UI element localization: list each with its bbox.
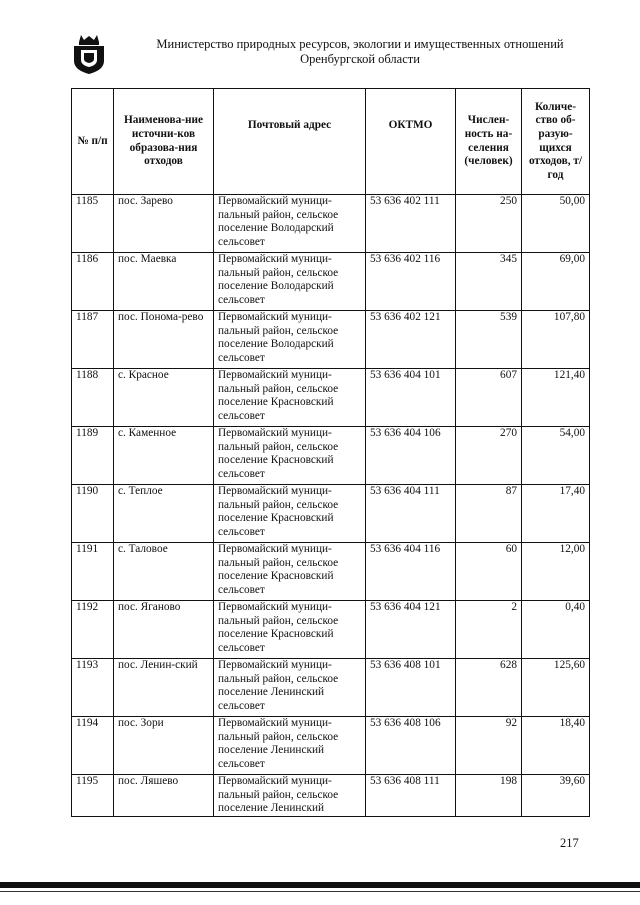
population-value: 60 [456,543,522,601]
waste-amount-value: 107,80 [522,311,590,369]
waste-amount-value: 125,60 [522,659,590,717]
postal-address: Первомайский муници- пальный район, сельское поселение Володарский сельсовет [214,195,366,253]
source-name: пос. Яганово [114,601,214,659]
postal-address: Первомайский муници- пальный район, сельское поселение Красновский сельсовет [214,601,366,659]
row-number: 1190 [72,485,114,543]
oktmo-code: 53 636 408 111 [366,775,456,817]
source-name: с. Каменное [114,427,214,485]
table-row [72,485,590,543]
oktmo-code: 53 636 402 121 [366,311,456,369]
oktmo-code: 53 636 408 101 [366,659,456,717]
row-number: 1193 [72,659,114,717]
column-header-waste-amount: Количе-ство об-разую-щихся отходов, т/год [522,89,590,195]
source-name: с. Теплое [114,485,214,543]
organization-header [118,37,602,67]
table-row [72,775,590,817]
population-value: 250 [456,195,522,253]
source-name: с. Таловое [114,543,214,601]
row-number: 1195 [72,775,114,817]
postal-address: Первомайский муници- пальный район, сельское поселение Ленинский сельсовет [214,717,366,775]
waste-amount-value: 39,60 [522,775,590,817]
postal-address: Первомайский муници- пальный район, сельское поселение Ленинский сельсовет [214,659,366,717]
waste-amount-value: 54,00 [522,427,590,485]
oktmo-code: 53 636 404 101 [366,369,456,427]
source-name: пос. Понома-рево [114,311,214,369]
waste-amount-value: 50,00 [522,195,590,253]
oktmo-code: 53 636 404 106 [366,427,456,485]
population-value: 87 [456,485,522,543]
waste-amount-value: 69,00 [522,253,590,311]
population-value: 345 [456,253,522,311]
waste-amount-value: 18,40 [522,717,590,775]
waste-amount-value: 0,40 [522,601,590,659]
row-number: 1186 [72,253,114,311]
postal-address: Первомайский муници- пальный район, сельское поселение Красновский сельсовет [214,427,366,485]
column-header-population: Числен-ность на-селения (человек) [456,89,522,195]
population-value: 539 [456,311,522,369]
row-number: 1187 [72,311,114,369]
table-header-row [72,89,590,195]
population-value: 270 [456,427,522,485]
row-number: 1192 [72,601,114,659]
source-name: пос. Маевка [114,253,214,311]
organization-name-line-2: Оренбургской области [300,52,420,66]
postal-address: Первомайский муници- пальный район, сельское поселение Красновский сельсовет [214,369,366,427]
oktmo-code: 53 636 408 106 [366,717,456,775]
waste-amount-value: 12,00 [522,543,590,601]
table-row [72,427,590,485]
oktmo-code: 53 636 404 111 [366,485,456,543]
oktmo-code: 53 636 402 116 [366,253,456,311]
oktmo-code: 53 636 404 116 [366,543,456,601]
population-value: 607 [456,369,522,427]
oktmo-code: 53 636 402 111 [366,195,456,253]
table-row [72,659,590,717]
source-name: пос. Зарево [114,195,214,253]
source-name: с. Красное [114,369,214,427]
page-number: 217 [560,836,579,850]
table-row [72,601,590,659]
column-header-address: Почтовый адрес [214,89,366,195]
row-number: 1188 [72,369,114,427]
table-row [72,369,590,427]
source-name: пос. Ляшево [114,775,214,817]
waste-amount-value: 121,40 [522,369,590,427]
postal-address: Первомайский муници- пальный район, сельское поселение Володарский сельсовет [214,253,366,311]
organization-name-line-1: Министерство природных ресурсов, экологии и имущественных отношений [156,37,564,51]
table-row [72,311,590,369]
column-header-source: Наименова-ние источни-ков образова-ния отходов [114,89,214,195]
oktmo-code: 53 636 404 121 [366,601,456,659]
postal-address: Первомайский муници- пальный район, сельское поселение Красновский сельсовет [214,485,366,543]
postal-address: Первомайский муници- пальный район, сельское поселение Володарский сельсовет [214,311,366,369]
table-row [72,717,590,775]
population-value: 2 [456,601,522,659]
waste-amount-value: 17,40 [522,485,590,543]
table-row [72,543,590,601]
coat-of-arms-icon [72,32,106,74]
postal-address: Первомайский муници- пальный район, сельское поселение Ленинский [214,775,366,817]
source-name: пос. Ленин-ский [114,659,214,717]
table-row [72,195,590,253]
row-number: 1185 [72,195,114,253]
table-row [72,253,590,311]
row-number: 1191 [72,543,114,601]
column-header-oktmo: ОКТМО [366,89,456,195]
waste-sources-table [71,88,590,817]
column-header-number: № п/п [72,89,114,195]
source-name: пос. Зори [114,717,214,775]
population-value: 92 [456,717,522,775]
footer-rule-thin [0,891,640,892]
row-number: 1194 [72,717,114,775]
population-value: 628 [456,659,522,717]
population-value: 198 [456,775,522,817]
postal-address: Первомайский муници- пальный район, сельское поселение Красновский сельсовет [214,543,366,601]
footer-rule-thick [0,882,640,888]
row-number: 1189 [72,427,114,485]
